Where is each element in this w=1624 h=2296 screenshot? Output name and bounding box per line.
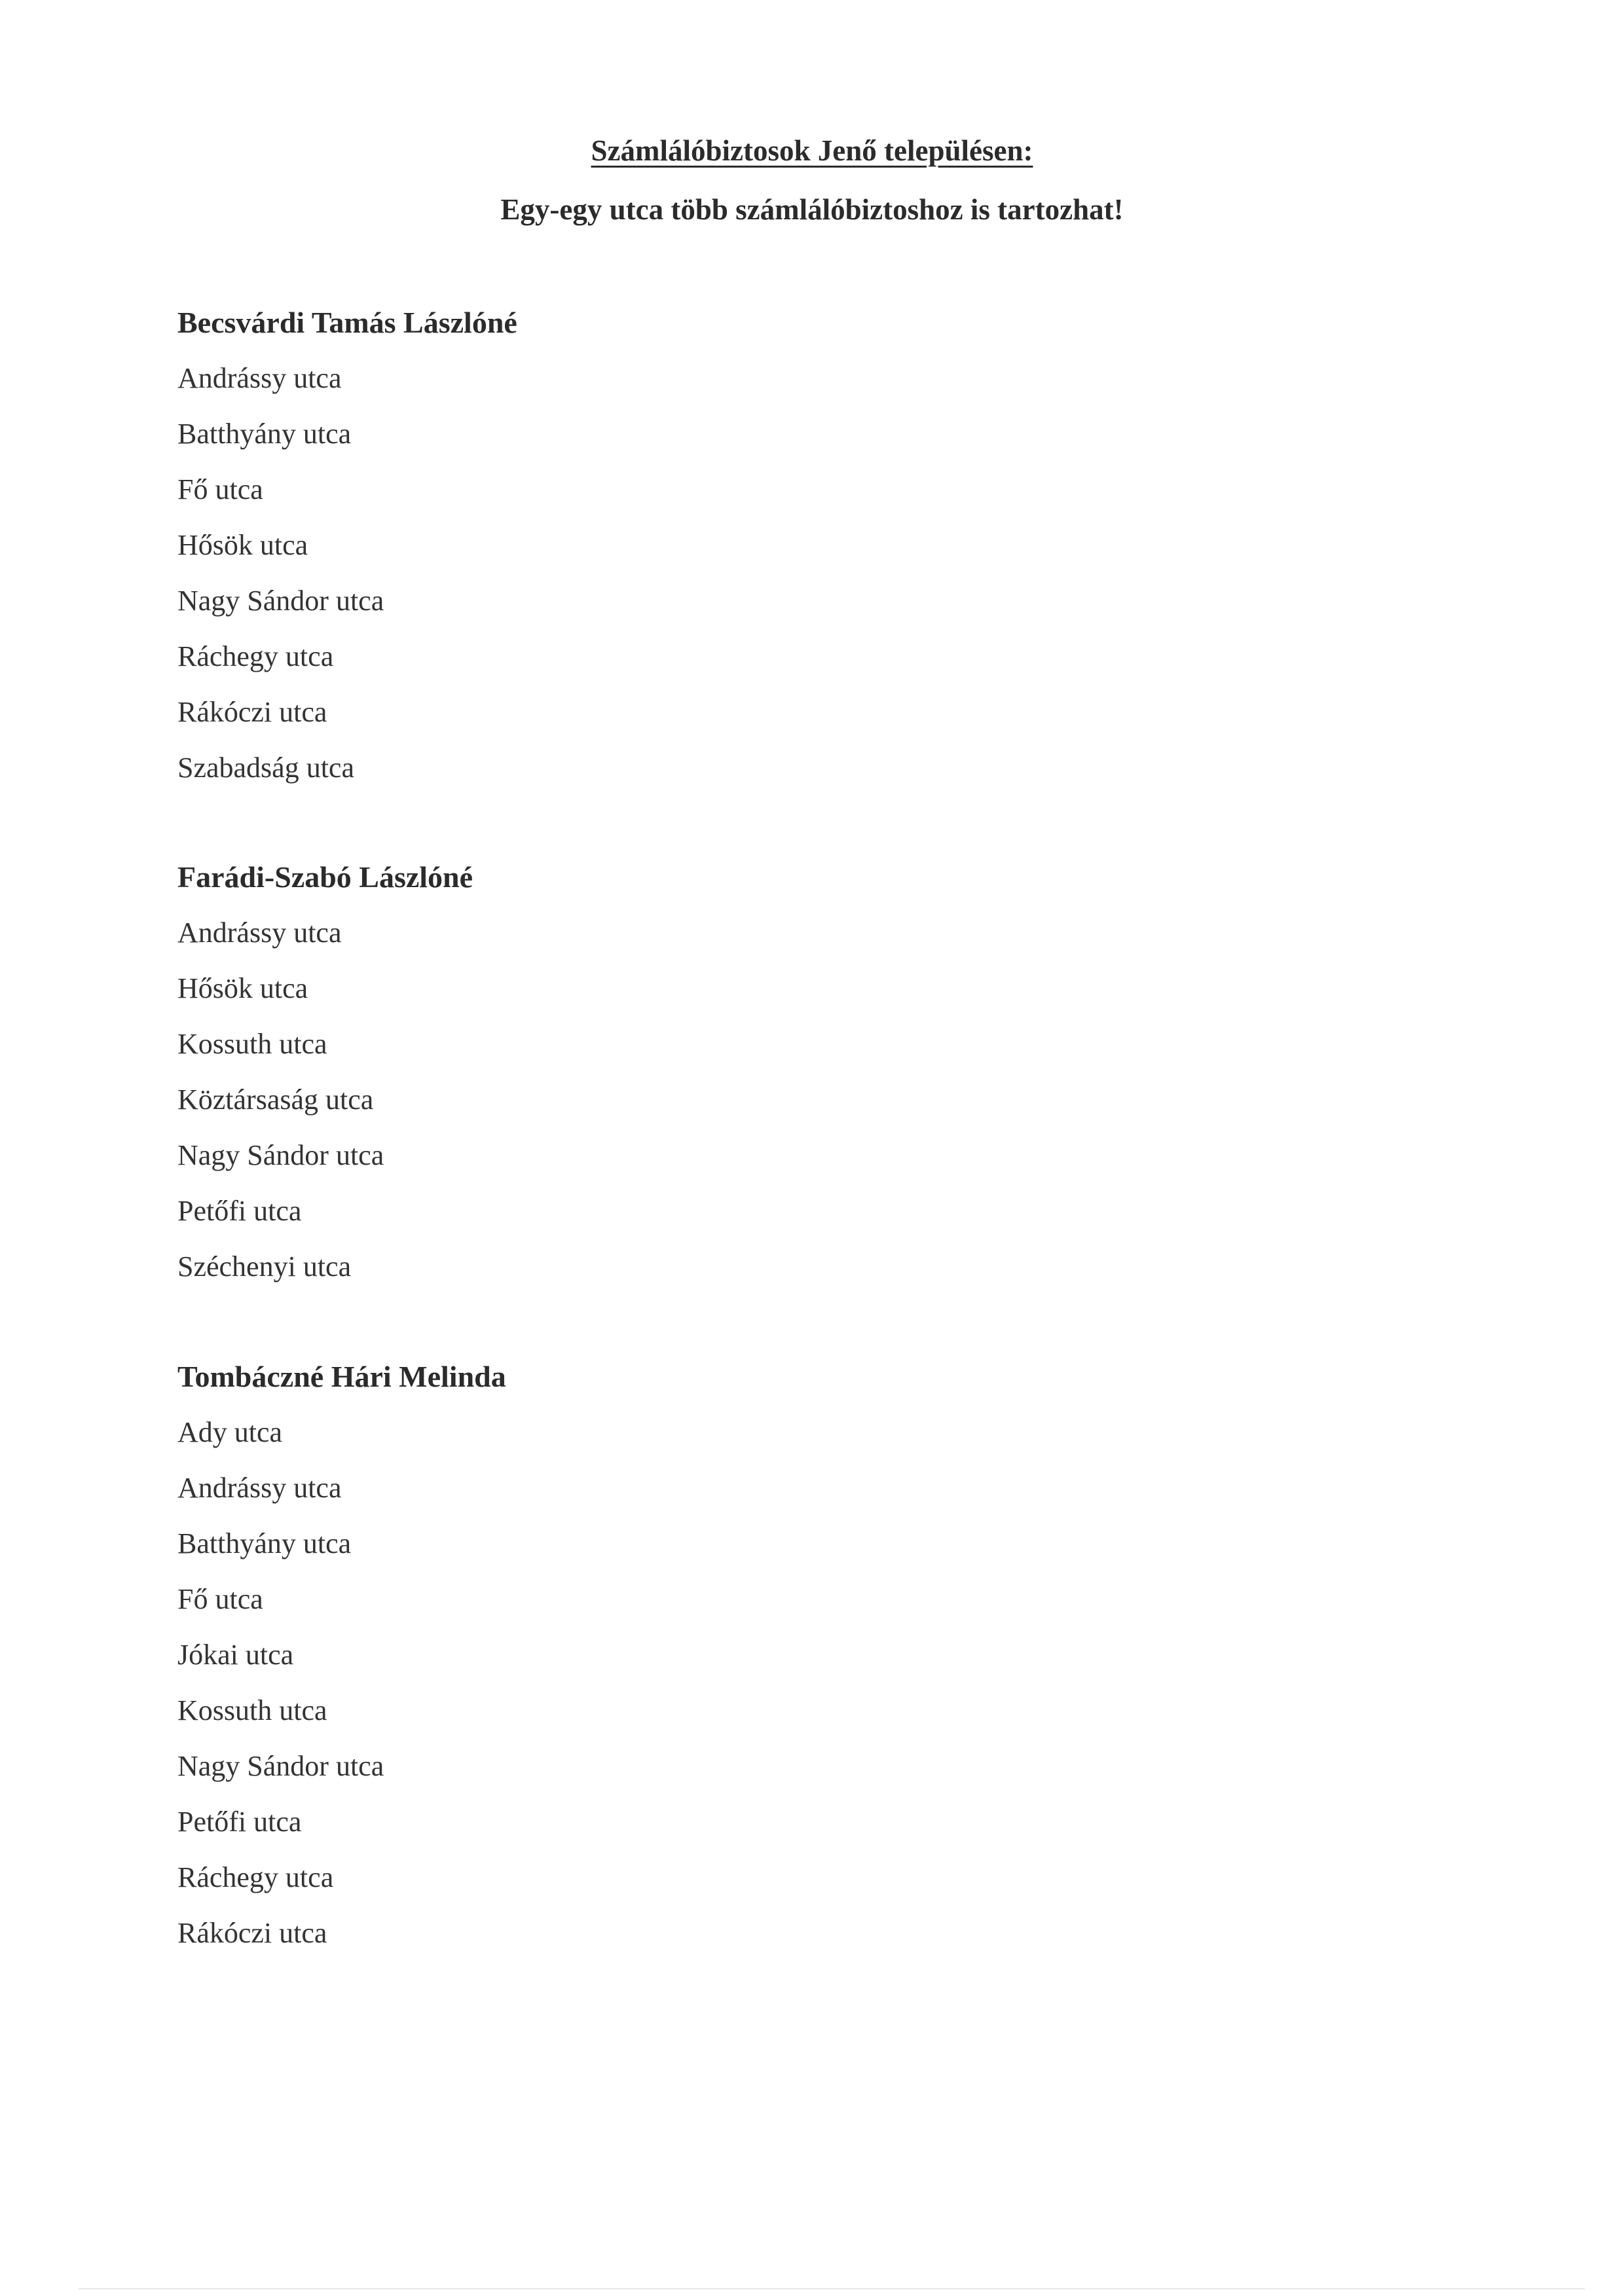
- street-item: Petőfi utca: [177, 1806, 302, 1838]
- street-item: Széchenyi utca: [177, 1250, 352, 1283]
- document-subtitle: Egy-egy utca több számlálóbiztoshoz is tartozhat!: [500, 193, 1124, 226]
- enumerator-group: [177, 858, 963, 1303]
- street-item: Ráchegy utca: [177, 1861, 334, 1893]
- scan-edge-line: [79, 2288, 1585, 2289]
- street-item: Fő utca: [177, 473, 263, 505]
- street-item: Jókai utca: [177, 1639, 294, 1671]
- street-item: Fő utca: [177, 1583, 263, 1615]
- street-item: Köztársaság utca: [177, 1084, 374, 1116]
- street-item: Batthyány utca: [177, 418, 352, 450]
- document-title: Számlálóbiztosok Jenő településen:: [591, 134, 1033, 167]
- street-item: Andrássy utca: [177, 917, 342, 949]
- street-item: Kossuth utca: [177, 1694, 327, 1726]
- street-item: Ady utca: [177, 1416, 283, 1448]
- enumerator-name: Becsvárdi Tamás Lászlóné: [177, 306, 517, 339]
- street-item: Hősök utca: [177, 529, 308, 561]
- street-item: Szabadság utca: [177, 752, 354, 784]
- enumerator-group: [177, 303, 963, 804]
- street-item: Ráchegy utca: [177, 640, 334, 672]
- enumerator-group: [177, 1357, 963, 1969]
- street-item: Nagy Sándor utca: [177, 585, 384, 617]
- enumerator-name: Tombáczné Hári Melinda: [177, 1360, 506, 1393]
- street-item: Batthyány utca: [177, 1527, 352, 1559]
- street-item: Hősök utca: [177, 972, 308, 1004]
- street-item: Rákóczi utca: [177, 1917, 327, 1949]
- street-item: Andrássy utca: [177, 362, 342, 394]
- street-item: Nagy Sándor utca: [177, 1750, 384, 1782]
- street-item: Petőfi utca: [177, 1195, 302, 1227]
- street-item: Andrássy utca: [177, 1472, 342, 1504]
- street-item: Nagy Sándor utca: [177, 1139, 384, 1171]
- street-item: Kossuth utca: [177, 1028, 327, 1060]
- enumerator-name: Farádi-Szabó Lászlóné: [177, 860, 473, 894]
- street-item: Rákóczi utca: [177, 696, 327, 728]
